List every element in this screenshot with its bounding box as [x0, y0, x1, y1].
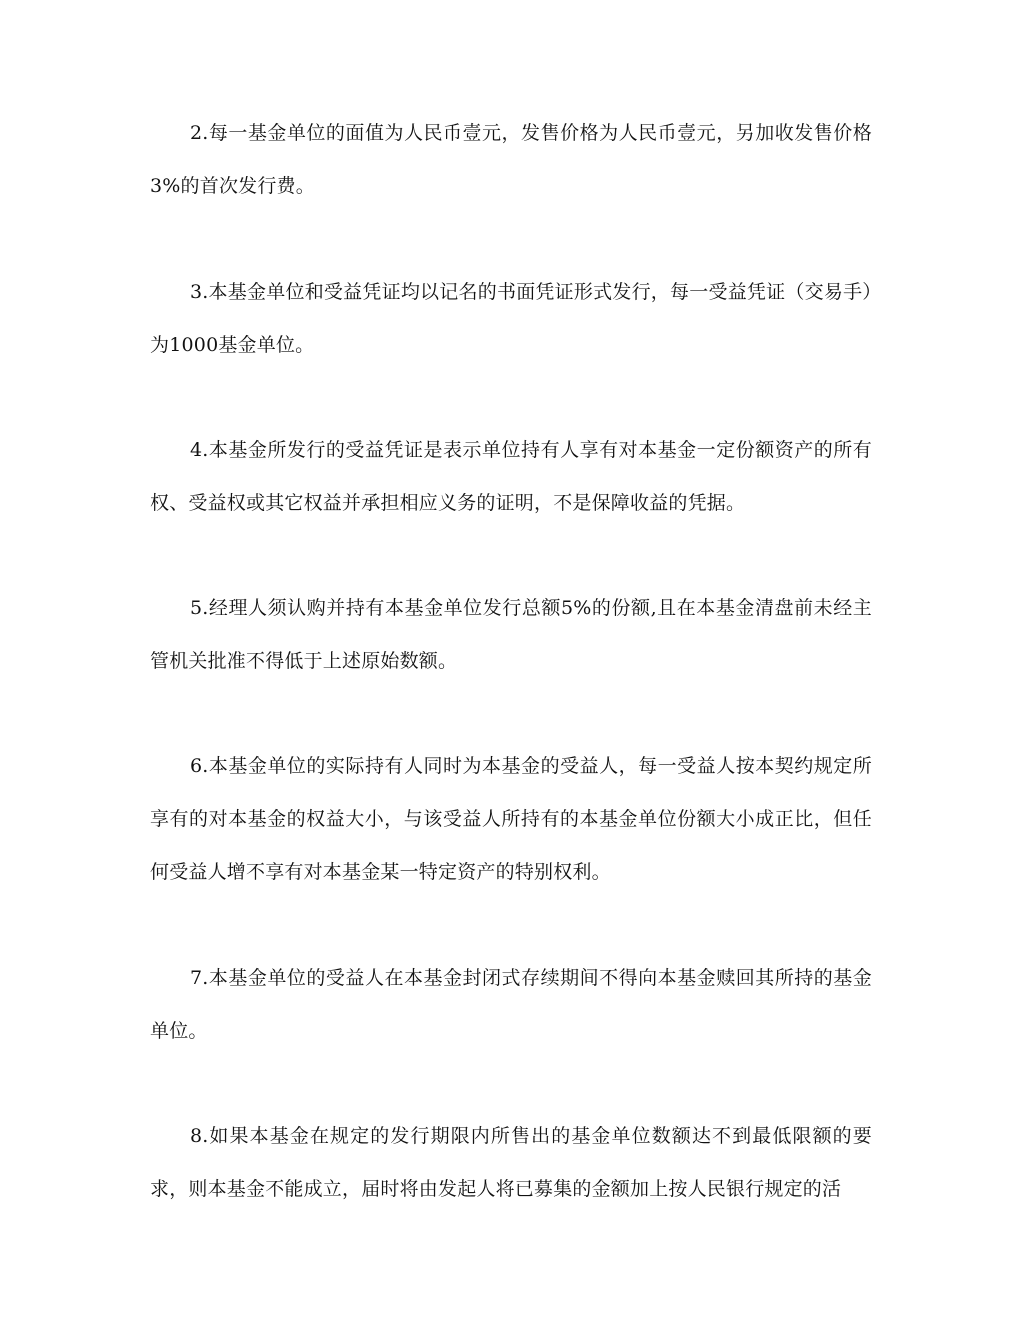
paragraph-2: 2.每一基金单位的面值为人民币壹元，发售价格为人民币壹元，另加收发售价格3%的首次发行费。	[150, 122, 872, 197]
paragraph-5: 5.经理人须认购并持有本基金单位发行总额5%的份额,且在本基金清盘前未经主管机关批准不得低于上述原始数额。	[150, 597, 872, 672]
paragraph-8: 8.如果本基金在规定的发行期限内所售出的基金单位数额达不到最低限额的要求，则本基金不能成立，届时将由发起人将已募集的金额加上按人民银行规定的活	[150, 1125, 872, 1200]
paragraph-4: 4.本基金所发行的受益凭证是表示单位持有人享有对本基金一定份额资产的所有权、受益权或其它权益并承担相应义务的证明，不是保障收益的凭据。	[150, 439, 872, 514]
paragraph-6: 6.本基金单位的实际持有人同时为本基金的受益人，每一受益人按本契约规定所享有的对本基金的权益大小，与该受益人所持有的本基金单位份额大小成正比，但任何受益人增不享有对本基金某一特定资产的特别权利。	[150, 755, 872, 883]
paragraph-3: 3.本基金单位和受益凭证均以记名的书面凭证形式发行，每一受益凭证（交易手）为1000基金单位。	[150, 281, 872, 356]
paragraph-7: 7.本基金单位的受益人在本基金封闭式存续期间不得向本基金赎回其所持的基金单位。	[150, 967, 872, 1042]
